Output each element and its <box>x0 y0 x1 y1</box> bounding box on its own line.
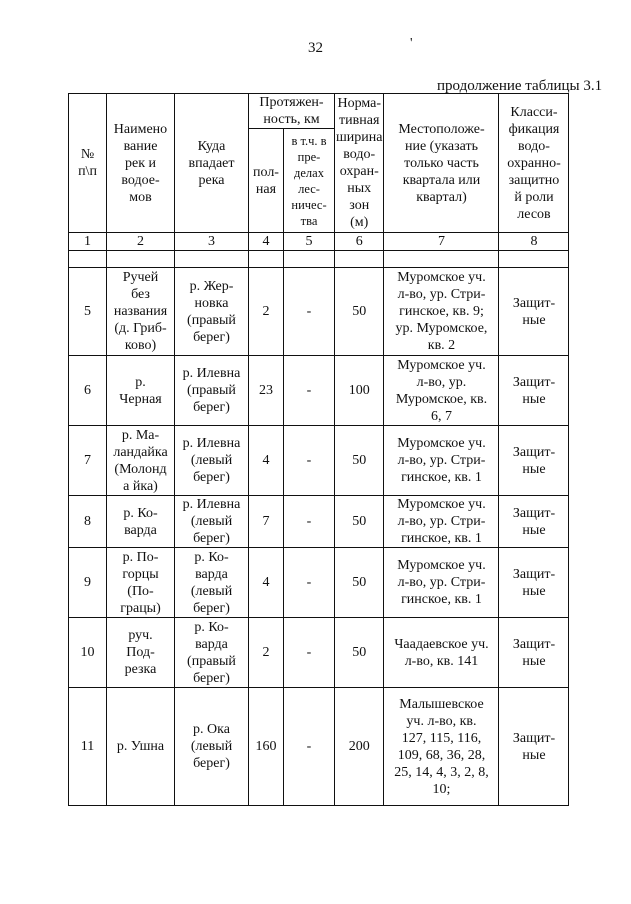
table-row <box>69 268 569 356</box>
river-name-cell: руч. Под- резка <box>107 618 175 688</box>
header-length-within: в т.ч. в пре- делах лес- ничес- тва <box>284 129 335 233</box>
river-name-cell: Ручей без названия (д. Гриб- ково) <box>107 268 175 356</box>
table-row <box>69 426 569 496</box>
classification-cell: Защит- ные <box>499 618 569 688</box>
classification-cell: Защит- ные <box>499 548 569 618</box>
location-cell: Муромское уч. л-во, ур. Стри- гинское, кв. 1 <box>384 548 499 618</box>
zone-width-cell: 50 <box>335 426 384 496</box>
river-name-cell: р. Ушна <box>107 688 175 806</box>
classification-cell: Защит- ные <box>499 688 569 806</box>
length-within-cell: - <box>284 356 335 426</box>
zone-width-cell: 50 <box>335 618 384 688</box>
zone-width-cell: 50 <box>335 548 384 618</box>
blank-row <box>69 251 569 268</box>
classification-cell: Защит- ные <box>499 356 569 426</box>
location-cell: Муромское уч. л-во, ур. Стри- гинское, кв. 9; ур. Муромское, кв. 2 <box>384 268 499 356</box>
length-within-cell: - <box>284 426 335 496</box>
table-row <box>69 688 569 806</box>
flows-into-cell: р. Илевна (правый берег) <box>175 356 249 426</box>
row-num-cell: 6 <box>69 356 107 426</box>
header-flows-into: Куда впадает река <box>175 94 249 233</box>
length-total-cell: 4 <box>249 426 284 496</box>
table-row <box>69 356 569 426</box>
column-number: 1 <box>69 233 107 251</box>
row-num-cell: 11 <box>69 688 107 806</box>
zone-width-cell: 50 <box>335 496 384 548</box>
blank-cell <box>384 251 499 268</box>
flows-into-cell: р. Илевна (левый берег) <box>175 496 249 548</box>
flows-into-cell: р. Жер- новка (правый берег) <box>175 268 249 356</box>
row-num-cell: 5 <box>69 268 107 356</box>
header-length: Протяжен- ность, км <box>249 94 335 129</box>
row-num-cell: 10 <box>69 618 107 688</box>
blank-cell <box>175 251 249 268</box>
length-within-cell: - <box>284 688 335 806</box>
rivers-table <box>68 93 569 806</box>
blank-cell <box>499 251 569 268</box>
length-total-cell: 2 <box>249 618 284 688</box>
flows-into-cell: р. Ко- варда (правый берег) <box>175 618 249 688</box>
blank-cell <box>69 251 107 268</box>
length-within-cell: - <box>284 268 335 356</box>
header-name: Наимено вание рек и водое- мов <box>107 94 175 233</box>
header-num: № п\п <box>69 94 107 233</box>
length-total-cell: 160 <box>249 688 284 806</box>
zone-width-cell: 200 <box>335 688 384 806</box>
river-name-cell: р. Черная <box>107 356 175 426</box>
row-num-cell: 8 <box>69 496 107 548</box>
header-width: Норма- тивная ширина водо- охран- ных зон (м) <box>335 94 384 233</box>
river-name-cell: р. По- горцы (По- грацы) <box>107 548 175 618</box>
column-number-row <box>69 233 569 251</box>
column-number: 6 <box>335 233 384 251</box>
zone-width-cell: 50 <box>335 268 384 356</box>
classification-cell: Защит- ные <box>499 496 569 548</box>
location-cell: Муромское уч. л-во, ур. Муромское, кв. 6, 7 <box>384 356 499 426</box>
table-row <box>69 548 569 618</box>
location-cell: Чаадаевское уч. л-во, кв. 141 <box>384 618 499 688</box>
classification-cell: Защит- ные <box>499 426 569 496</box>
flows-into-cell: р. Ко- варда (левый берег) <box>175 548 249 618</box>
header-location: Местоположе- ние (указать только часть квартала или квартал) <box>384 94 499 233</box>
header-classification: Класси- фикация водо- охранно- защитно й роли лесов <box>499 94 569 233</box>
location-cell: Муромское уч. л-во, ур. Стри- гинское, кв. 1 <box>384 496 499 548</box>
river-name-cell: р. Ма- ландайка (Молонд а йка) <box>107 426 175 496</box>
blank-cell <box>107 251 175 268</box>
blank-cell <box>249 251 284 268</box>
row-num-cell: 7 <box>69 426 107 496</box>
zone-width-cell: 100 <box>335 356 384 426</box>
blank-cell <box>284 251 335 268</box>
column-number: 4 <box>249 233 284 251</box>
location-cell: Малышевское уч. л-во, кв. 127, 115, 116, 109, 68, 36, 28, 25, 14, 4, 3, 2, 8, 10; <box>384 688 499 806</box>
length-total-cell: 2 <box>249 268 284 356</box>
river-name-cell: р. Ко- варда <box>107 496 175 548</box>
column-number: 3 <box>175 233 249 251</box>
flows-into-cell: р. Илевна (левый берег) <box>175 426 249 496</box>
table-row <box>69 496 569 548</box>
column-number: 8 <box>499 233 569 251</box>
length-within-cell: - <box>284 496 335 548</box>
column-number: 5 <box>284 233 335 251</box>
length-total-cell: 4 <box>249 548 284 618</box>
flows-into-cell: р. Ока (левый берег) <box>175 688 249 806</box>
blank-cell <box>335 251 384 268</box>
classification-cell: Защит- ные <box>499 268 569 356</box>
length-total-cell: 23 <box>249 356 284 426</box>
length-total-cell: 7 <box>249 496 284 548</box>
length-within-cell: - <box>284 548 335 618</box>
length-within-cell: - <box>284 618 335 688</box>
row-num-cell: 9 <box>69 548 107 618</box>
column-number: 2 <box>107 233 175 251</box>
table-row <box>69 618 569 688</box>
location-cell: Муромское уч. л-во, ур. Стри- гинское, кв. 1 <box>384 426 499 496</box>
table-continuation-caption: продолжение таблицы 3.1 <box>437 78 603 94</box>
header-length-total: пол- ная <box>249 129 284 233</box>
column-number: 7 <box>384 233 499 251</box>
page-mark: ' <box>410 36 413 51</box>
page-number: 32 <box>308 40 323 56</box>
